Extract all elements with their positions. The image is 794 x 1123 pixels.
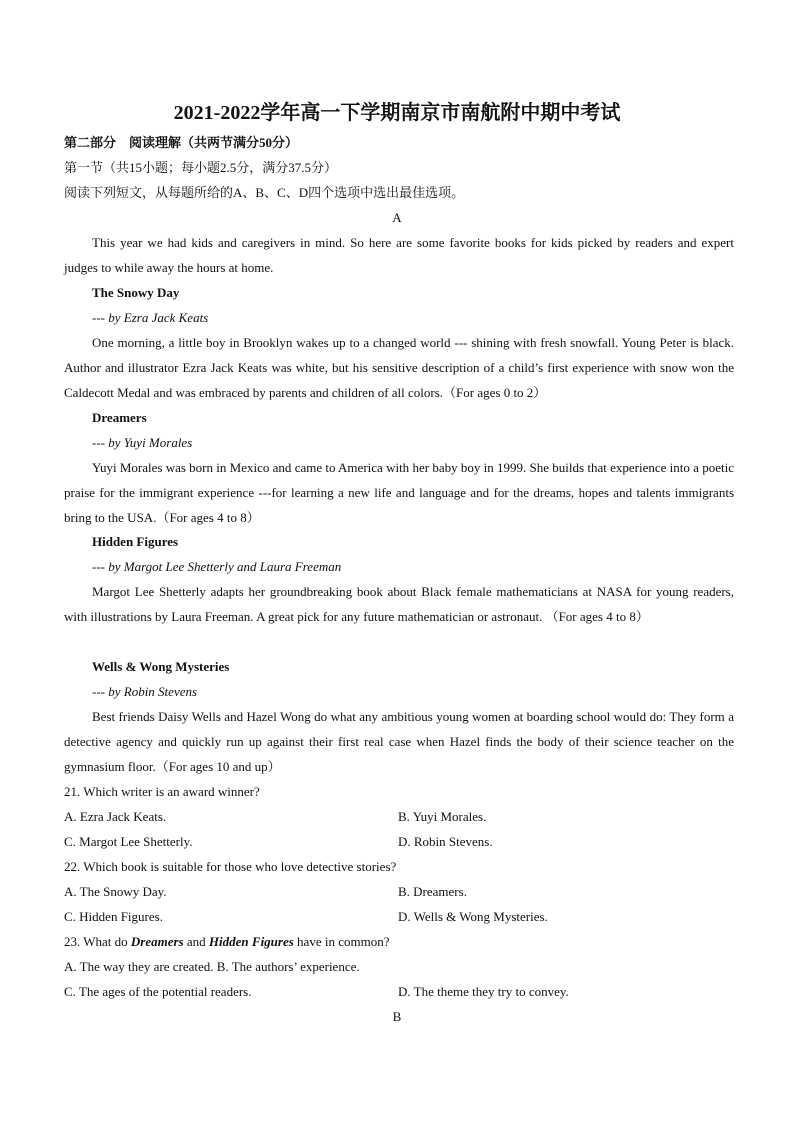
book-title: The Snowy Day bbox=[92, 285, 180, 300]
passage-a-label: A bbox=[392, 210, 402, 225]
book-title: Hidden Figures bbox=[92, 534, 179, 549]
option-b: B. Dreamers. bbox=[398, 884, 467, 899]
option-d: D. The theme they try to convey. bbox=[398, 984, 569, 999]
question-stem: 21. Which writer is an award winner? bbox=[64, 784, 260, 799]
option-c: C. Hidden Figures. bbox=[64, 909, 163, 924]
book-author: --- by Ezra Jack Keats bbox=[92, 310, 209, 325]
book-title: Wells & Wong Mysteries bbox=[92, 659, 230, 674]
instruction: 阅读下列短文，从每题所给的A、B、C、D四个选项中选出最佳选项。 bbox=[64, 185, 465, 200]
option-a: A. Ezra Jack Keats. bbox=[64, 809, 167, 824]
part-heading: 第二部分 阅读理解（共两节满分50分） bbox=[64, 135, 299, 150]
book-description: Yuyi Morales was born in Mexico and came to America with her baby boy in 1999. She builds that experience into a poetic praise for the immigrant experience ---for learning a new life and language and for the dreams, hopes and talents immigrants bring to the USA.（For ages 4 to 8） bbox=[64, 460, 734, 525]
section-note: 第一节（共15小题；每小题2.5分，满分37.5分） bbox=[64, 160, 338, 175]
option-b: B. Yuyi Morales. bbox=[398, 809, 487, 824]
stem-book-dreamers: Dreamers bbox=[130, 934, 184, 949]
option-c: C. The ages of the potential readers. bbox=[64, 984, 252, 999]
stem-text: 23. What do bbox=[64, 934, 131, 949]
stem-book-hidden-figures: Hidden Figures bbox=[208, 934, 294, 949]
book-author: --- by Yuyi Morales bbox=[92, 435, 193, 450]
passage-b-label: B bbox=[392, 1009, 402, 1024]
book-description: One morning, a little boy in Brooklyn wakes up to a changed world --- shining with fresh snowfall. Young Peter is black. Author and illustrator Ezra Jack Keats was white, but his sensitive description of a child’s first experience with snow won the Caldecott Medal and was embraced by parents and children of all colors.（For ages 0 to 2） bbox=[64, 335, 734, 400]
option-a: A. The Snowy Day. bbox=[64, 884, 167, 899]
intro-paragraph: This year we had kids and caregivers in mind. So here are some favorite books for kids picked by readers and expert judges to while away the hours at home. bbox=[64, 235, 734, 275]
book-description: Margot Lee Shetterly adapts her groundbreaking book about Black female mathematicians at NASA for young readers, with illustrations by Laura Freeman. A great pick for any future mathematician or astronaut. （For ages 4 to 8） bbox=[64, 584, 734, 624]
option-c: C. Margot Lee Shetterly. bbox=[64, 834, 193, 849]
question-stem: 22. Which book is suitable for those who love detective stories? bbox=[64, 859, 397, 874]
question-stem bbox=[64, 929, 734, 954]
book-title: Dreamers bbox=[92, 410, 147, 425]
stem-text: have in common? bbox=[293, 934, 390, 949]
option-d: D. Robin Stevens. bbox=[398, 834, 493, 849]
option-a-b: A. The way they are created. B. The authors’ experience. bbox=[64, 959, 360, 974]
stem-text: and bbox=[183, 934, 209, 949]
option-d: D. Wells & Wong Mysteries. bbox=[398, 909, 548, 924]
page-title: 2021-2022学年高一下学期南京市南航附中期中考试 bbox=[173, 102, 621, 124]
book-author: --- by Robin Stevens bbox=[92, 684, 198, 699]
book-author: --- by Margot Lee Shetterly and Laura Freeman bbox=[92, 559, 342, 574]
book-description: Best friends Daisy Wells and Hazel Wong do what any ambitious young women at boarding school would do: They form a detective agency and quickly run up against their first real case when Hazel finds the body of their science teacher on the gymnasium floor.（For ages 10 and up） bbox=[64, 709, 734, 774]
